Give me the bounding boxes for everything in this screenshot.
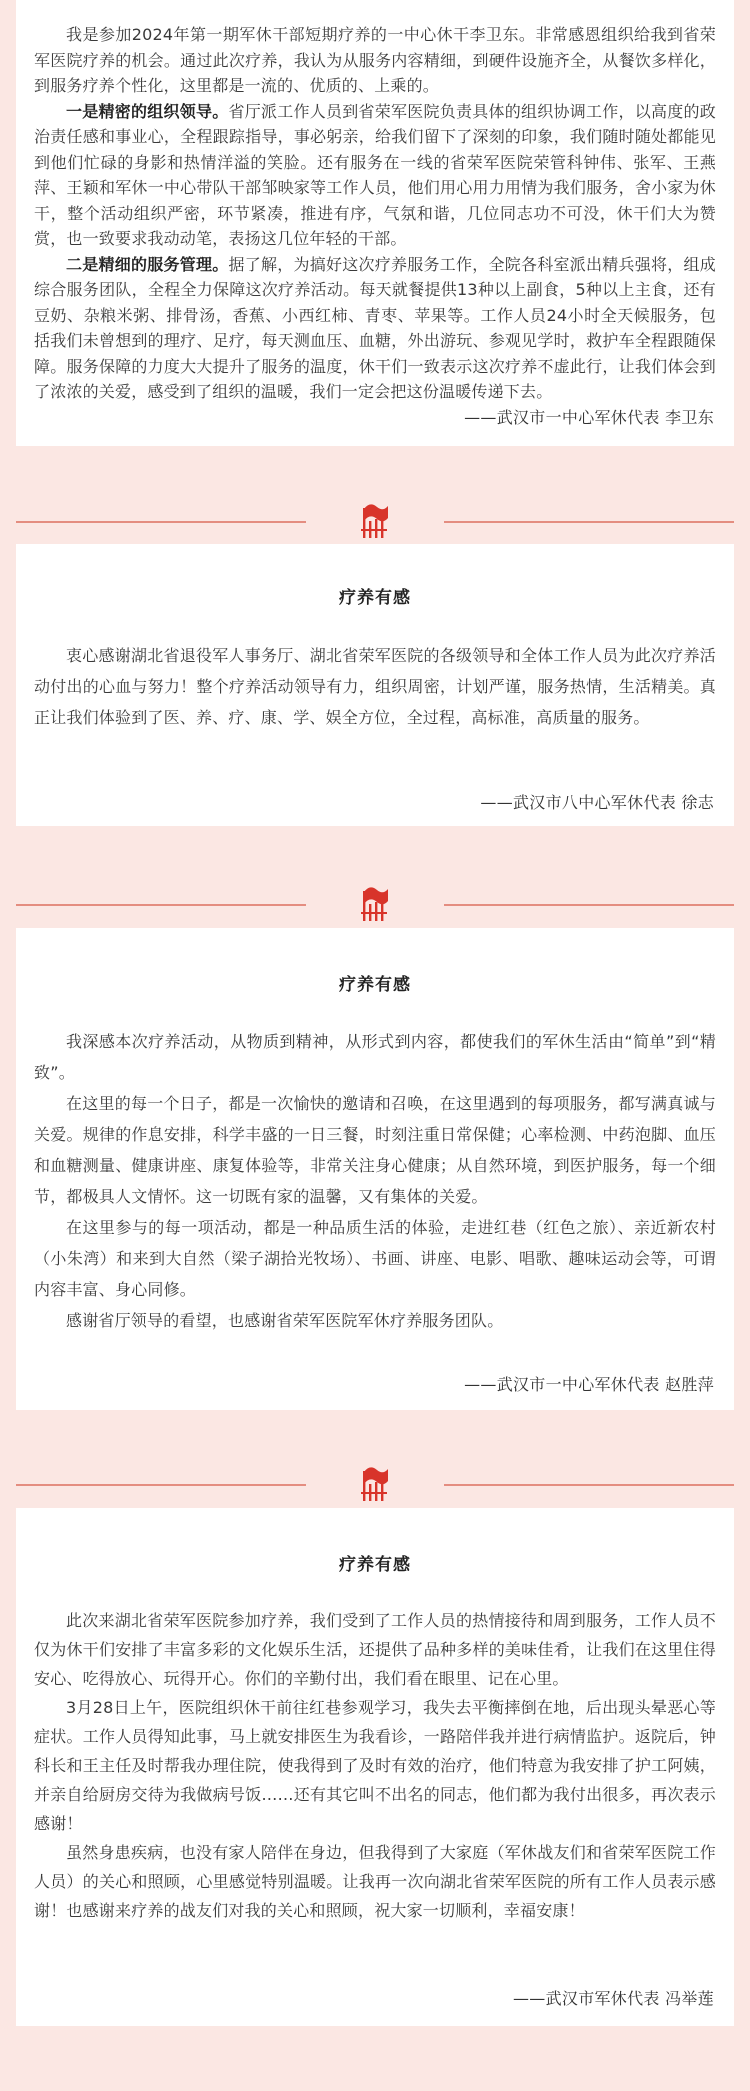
card-section-2	[16, 544, 734, 826]
flag-emblem-icon	[360, 499, 390, 543]
section-divider	[16, 1448, 734, 1488]
paragraph-clip	[34, 252, 716, 401]
section-divider	[16, 485, 734, 525]
section-divider	[16, 868, 734, 908]
section-title: 疗养有感	[339, 1555, 411, 1575]
paragraph: 一是精密的组织领导。省厅派工作人员到省荣军医院负责具体的组织协调工作，以高度的政治责任感和事业心，全程跟踪指导，事必躬亲，给我们留下了深刻的印象，我们随时随处都能见到他们忙碌的身影和热情洋溢的笑脸。还有服务在一线的省荣军医院荣管科钟伟、张军、王燕萍、王颖和军休一中心带队干部邹映家等工作人员，他们用心用力用情为我们服务，舍小家为休干，整个活动组织严密，环节紧凑，推进有序，气氛和谐，几位同志功不可没，休干们大为赞赏，也一致要求我动动笔，表扬这几位年轻的干部。	[34, 101, 716, 248]
signature: ——武汉市军休代表 冯举莲	[513, 1989, 714, 2008]
signature: ——武汉市一中心军休代表 李卫东	[464, 408, 714, 427]
card-section-4	[16, 1508, 734, 2026]
paragraph-lead: 一是精密的组织领导。	[66, 101, 229, 121]
signature: ——武汉市一中心军休代表 赵胜萍	[464, 1375, 714, 1394]
card-section-3	[16, 928, 734, 1410]
paragraph: 我是参加2024年第一期军休干部短期疗养的一中心休干李卫东。非常感恩组织给我到省荣军医院疗养的机会。通过此次疗养，我认为从服务内容精细，到硬件设施齐全，从餐饮多样化，到服务疗养个性化，这里都是一流的、优质的、上乘的。	[34, 25, 716, 95]
paragraph: 在这里的每一个日子，都是一次愉快的邀请和召唤，在这里遇到的每项服务，都写满真诚与关爱。规律的作息安排，科学丰盛的一日三餐，时刻注重日常保健；心率检测、中药泡脚、血压和血糖测量、健康讲座、康复体验等，非常关注身心健康；从自然环境，到医护服务，每一个细节，都极具人文情怀。这一切既有家的温馨，又有集体的关爱。	[34, 1094, 716, 1206]
flag-emblem-icon	[360, 1462, 390, 1506]
paragraph: 衷心感谢湖北省退役军人事务厅、湖北省荣军医院的各级领导和全体工作人员为此次疗养活动付出的心血与努力！整个疗养活动领导有力，组织周密，计划严谨，服务热情，生活精美。真正让我们体验到了医、养、疗、康、学、娱全方位，全过程，高标准，高质量的服务。	[34, 646, 716, 727]
section-title: 疗养有感	[339, 588, 411, 608]
paragraph: 二是精细的服务管理。据了解，为搞好这次疗养服务工作，全院各科室派出精兵强将，组成综合服务团队，全程全力保障这次疗养活动。每天就餐提供13种以上副食，5种以上主食，还有豆奶、杂粮米粥、排骨汤，香蕉、小西红柿、青枣、苹果等。工作人员24小时全天候服务，包括我们未曾想到的理疗、足疗，每天测血压、血糖，外出游玩、参观见学时，救护车全程跟随保障。服务保障的力度大大提升了服务的温度，休干们一致表示这次疗养不虚此行，让我们体会到了浓浓的关爱，感受到了组织的温暖，我们一定会把这份温暖传递下去。	[34, 254, 716, 401]
section-title: 疗养有感	[339, 975, 411, 995]
paragraph-lead: 二是精细的服务管理。	[66, 254, 229, 274]
flag-emblem-icon	[360, 882, 390, 926]
card-section-1	[16, 0, 734, 446]
paragraph: 此次来湖北省荣军医院参加疗养，我们受到了工作人员的热情接待和周到服务，工作人员不仅为休干们安排了丰富多彩的文化娱乐生活，还提供了品种多样的美味佳肴，让我们在这里住得安心、吃得放心、玩得开心。你们的辛勤付出，我们看在眼里、记在心里。	[34, 1611, 716, 1688]
paragraph: 在这里参与的每一项活动，都是一种品质生活的体验，走进红巷（红色之旅）、亲近新农村（小朱湾）和来到大自然（梁子湖拾光牧场）、书画、讲座、电影、唱歌、趣味运动会等，可谓内容丰富、身心同修。	[34, 1218, 716, 1299]
paragraph: 我深感本次疗养活动，从物质到精神，从形式到内容，都使我们的军休生活由“简单”到“精致”。	[34, 1032, 716, 1082]
signature: ——武汉市八中心军休代表 徐志	[480, 793, 714, 812]
paragraph: 3月28日上午，医院组织休干前往红巷参观学习，我失去平衡摔倒在地，后出现头晕恶心等症状。工作人员得知此事，马上就安排医生为我看诊，一路陪伴我并进行病情监护。返院后，钟科长和王主任及时帮我办理住院，使我得到了及时有效的治疗，他们特意为我安排了护工阿姨，并亲自给厨房交待为我做病号饭……还有其它叫不出名的同志，他们都为我付出很多，再次表示感谢！	[34, 1698, 716, 1833]
paragraph: 感谢省厅领导的看望，也感谢省荣军医院军休疗养服务团队。	[66, 1311, 504, 1330]
paragraph: 虽然身患疾病，也没有家人陪伴在身边，但我得到了大家庭（军休战友们和省荣军医院工作人员）的关心和照顾，心里感觉特别温暖。让我再一次向湖北省荣军医院的所有工作人员表示感谢！也感谢来疗养的战友们对我的关心和照顾，祝大家一切顺利，幸福安康！	[34, 1843, 716, 1920]
